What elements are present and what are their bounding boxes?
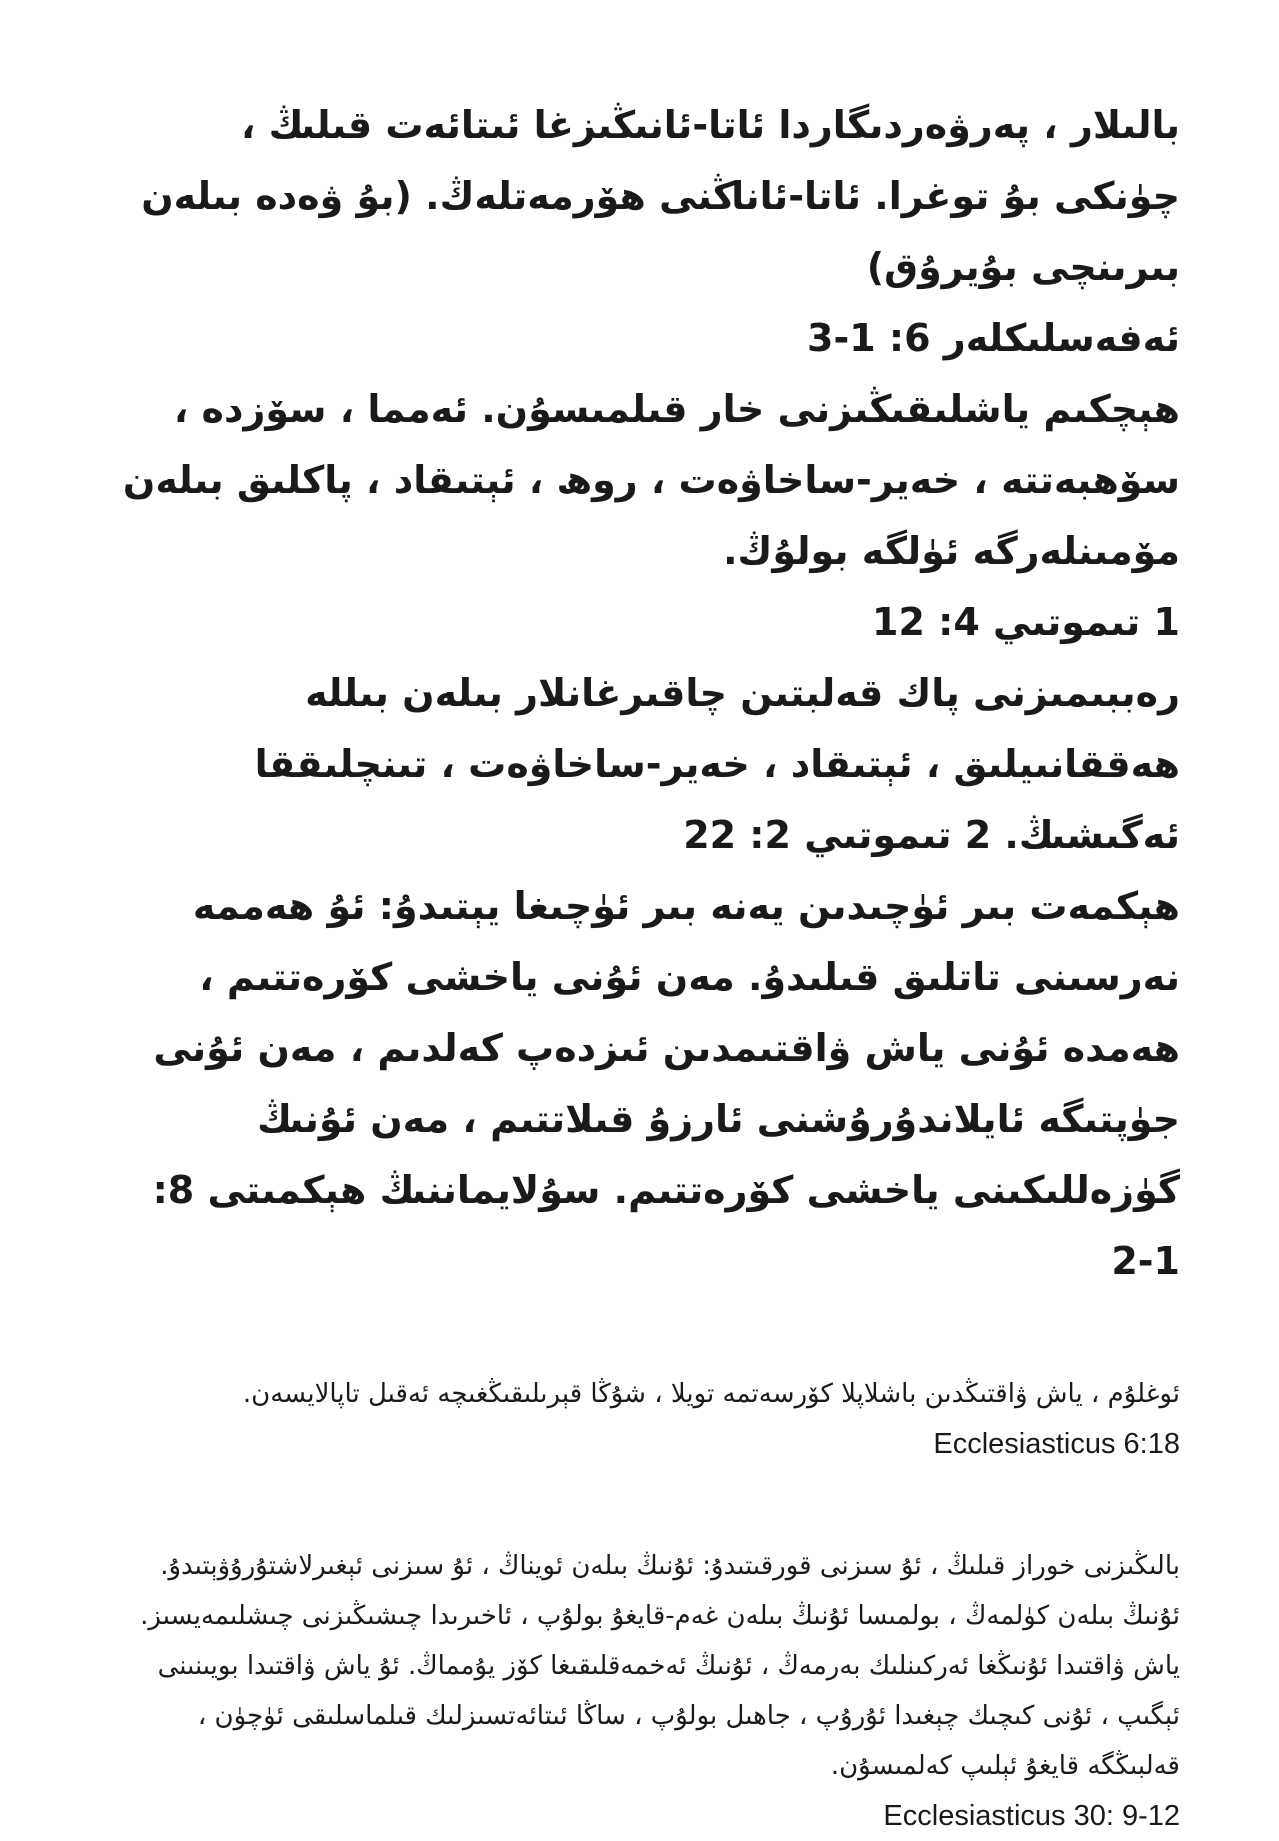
passage-reference: Ecclesiasticus 30: 9-12 <box>883 1800 1180 1832</box>
passage-reference: ئەفەسلىكلەر 6: 1-3 <box>807 316 1180 360</box>
passage-text: ھېچكىم ياشلىقىڭىزنى خار قىلمىسۇن. ئەمما ، سۆزدە ، سۆھبەتتە ، خەير-ساخاۋەت ، روھ ، ئېتىقاد ، پاكلىق بىلەن مۆمىنلەرگە ئۈلگە بولۇڭ. <box>122 387 1180 573</box>
passage-text: رەببىمىزنى پاك قەلبتىن چاقىرغانلار بىلەن بىللە ھەققانىيلىق ، ئېتىقاد ، خەير-ساخاۋەت ، تىنچلىققا ئەگىشىڭ. 2 تىموتىي 2: 22 <box>254 671 1180 857</box>
passage-reference: 2 تىموتىي 2: 22 <box>683 813 992 857</box>
small-scripture-block <box>108 1369 1180 1469</box>
passage-text: بالىڭىزنى خوراز قىلىڭ ، ئۇ سىزنى قورقىتىدۇ: ئۇنىڭ بىلەن ئويناڭ ، ئۇ سىزنى ئېغىرلاشتۇرۇۋېتىدۇ. ئۇنىڭ بىلەن كۈلمەڭ ، بولمىسا ئۇنىڭ بىلەن غەم-قايغۇ بولۇپ ، ئاخىرىدا چىشىڭىزنى چىشلىمەيسىز. ياش ۋاقتىدا ئۇنىڭغا ئەركىنلىك بەرمەڭ ، ئۇنىڭ ئەخمەقلىقىغا كۆز يۇمماڭ. ئۇ ياش ۋاقتىدا بويىنىنى ئېگىپ ، ئۇنى كىچىك چېغىدا ئۇرۇپ ، جاھىل بولۇپ ، ساڭا ئىتائەتسىزلىك قىلماسلىقى ئۈچۈن ، قەلبىڭگە قايغۇ ئېلىپ كەلمىسۇن. <box>140 1551 1180 1781</box>
passage-text: ئوغلۇم ، ياش ۋاقتىڭدىن باشلاپلا كۆرسەتمە تويلا ، شۇڭا قېرىلىقىڭغىچە ئەقىل تاپالايسەن. <box>242 1379 1180 1409</box>
passage-reference: Ecclesiasticus 6:18 <box>933 1428 1180 1460</box>
large-scripture-block <box>108 90 1180 1297</box>
small-scripture-block <box>108 1541 1180 1841</box>
document-content <box>108 90 1180 1841</box>
passage-reference: سۇلايماننىڭ ھېكمىتى 8: 1-2 <box>152 1168 1180 1283</box>
passage-reference: 1 تىموتىي 4: 12 <box>872 600 1180 644</box>
passage-text: ھېكمەت بىر ئۈچىدىن يەنە بىر ئۈچىغا يېتىدۇ: ئۇ ھەممە نەرسىنى تاتلىق قىلىدۇ. مەن ئۇنى ياخشى كۆرەتتىم ، ھەمدە ئۇنى ياش ۋاقتىمدىن ئىزدەپ كەلدىم ، مەن ئۇنى جۈپتىگە ئايلاندۇرۇشنى ئارزۇ قىلاتتىم ، مەن ئۇنىڭ گۈزەللىكىنى ياخشى كۆرەتتىم. سۇلايماننىڭ ھېكمىتى 8: 1-2 <box>152 884 1180 1283</box>
passage-text: بالىلار ، پەرۋەردىگاردا ئاتا-ئانىڭىزغا ئىتائەت قىلىڭ ، چۈنكى بۇ توغرا. ئاتا-ئاناڭنى ھۆرمەتلەڭ. (بۇ ۋەدە بىلەن بىرىنچى بۇيرۇق) <box>141 103 1180 289</box>
